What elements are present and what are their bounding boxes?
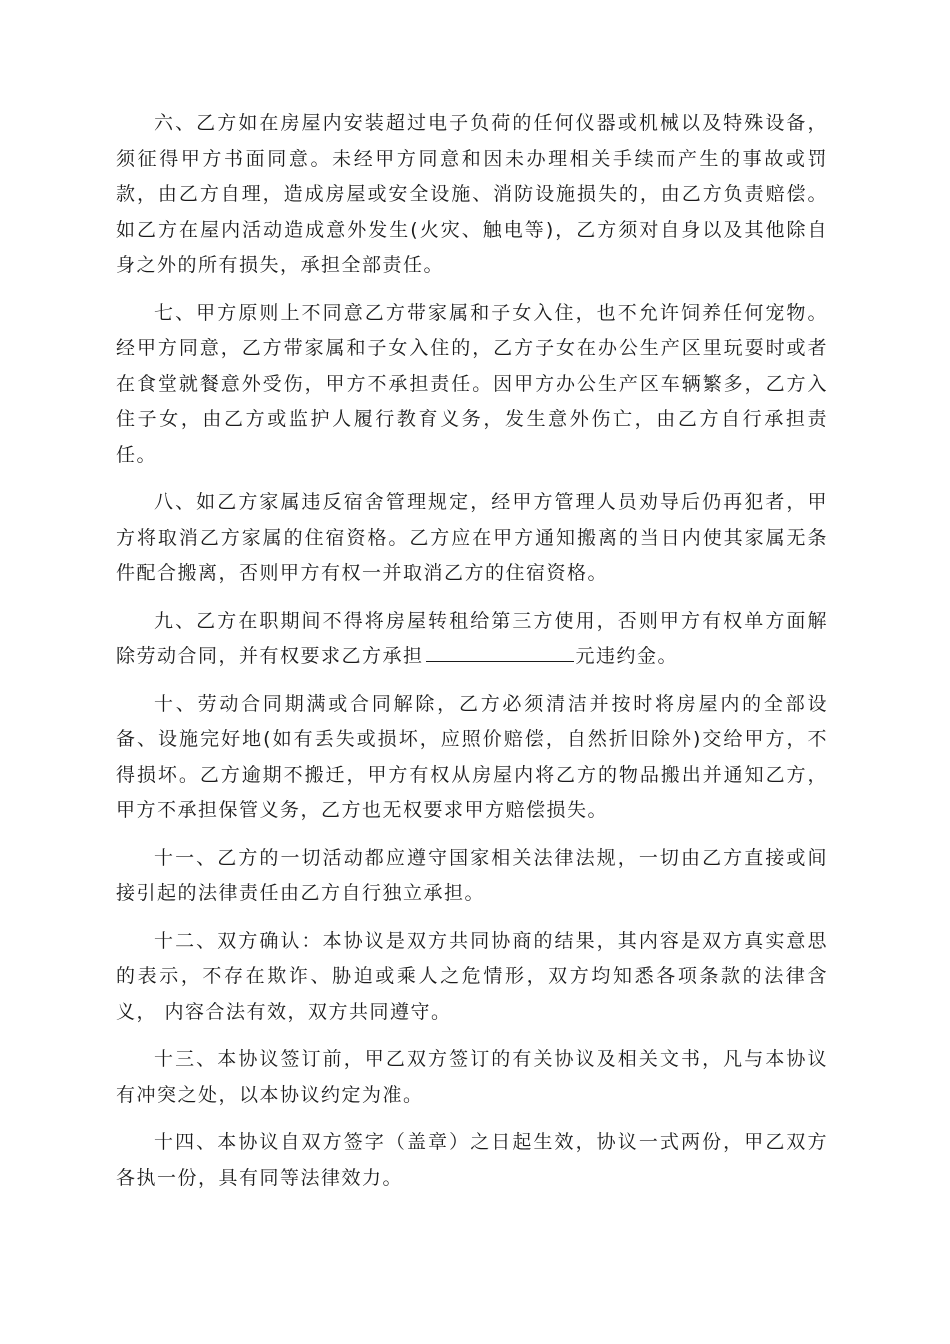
clause-nine	[116, 604, 828, 675]
penalty-amount-blank	[426, 641, 574, 662]
clause-twelve: 十二、双方确认：本协议是双方共同协商的结果，其内容是双方真实意思的表示，不存在欺诈、胁迫或乘人之危情形，双方均知悉各项条款的法律含义， 内容合法有效，双方共同遵守。	[116, 929, 828, 1023]
clause-eight: 八、如乙方家属违反宿舍管理规定，经甲方管理人员劝导后仍再犯者，甲方将取消乙方家属的住宿资格。乙方应在甲方通知搬离的当日内使其家属无条件配合搬离，否则甲方有权一并取消乙方的住宿资格。	[116, 491, 828, 584]
clause-ten: 十、劳动合同期满或合同解除，乙方必须清洁并按时将房屋内的全部设备、设施完好地(如有丢失或损坏，应照价赔偿，自然折旧除外)交给甲方，不得损坏。乙方逾期不搬迁，甲方有权从房屋内将乙方的物品搬出并通知乙方，甲方不承担保管义务，乙方也无权要求甲方赔偿损失。	[116, 692, 828, 821]
clause-nine-text-after: 元违约金。	[575, 645, 679, 667]
clause-seven: 七、甲方原则上不同意乙方带家属和子女入住，也不允许饲养任何宠物。经甲方同意，乙方带家属和子女入住的，乙方子女在办公生产区里玩耍时或者在食堂就餐意外受伤，甲方不承担责任。因甲方办公生产区车辆繁多，乙方入住子女，由乙方或监护人履行教育义务，发生意外伤亡，由乙方自行承担责任。	[116, 301, 828, 466]
clause-fourteen: 十四、本协议自双方签字（盖章）之日起生效，协议一式两份，甲乙双方各执一份，具有同等法律效力。	[116, 1131, 828, 1189]
clause-six: 六、乙方如在房屋内安装超过电子负荷的任何仪器或机械以及特殊设备，须征得甲方书面同意。未经甲方同意和因未办理相关手续而产生的事故或罚款，由乙方自理，造成房屋或安全设施、消防设施损失的，由乙方负责赔偿。如乙方在屋内活动造成意外发生(火灾、触电等)，乙方须对自身以及其他除自身之外的所有损失，承担全部责任。	[116, 112, 828, 276]
clause-eleven: 十一、乙方的一切活动都应遵守国家相关法律法规，一切由乙方直接或间接引起的法律责任由乙方自行独立承担。	[116, 846, 828, 904]
clause-nine-text-before: 九、乙方在职期间不得将房屋转租给第三方使用，否则甲方有权单方面解除劳动合同，并有权要求乙方承担	[116, 609, 828, 667]
clause-thirteen: 十三、本协议签订前，甲乙双方签订的有关协议及相关文书，凡与本协议有冲突之处，以本协议约定为准。	[116, 1048, 828, 1106]
document-body	[116, 106, 828, 1208]
